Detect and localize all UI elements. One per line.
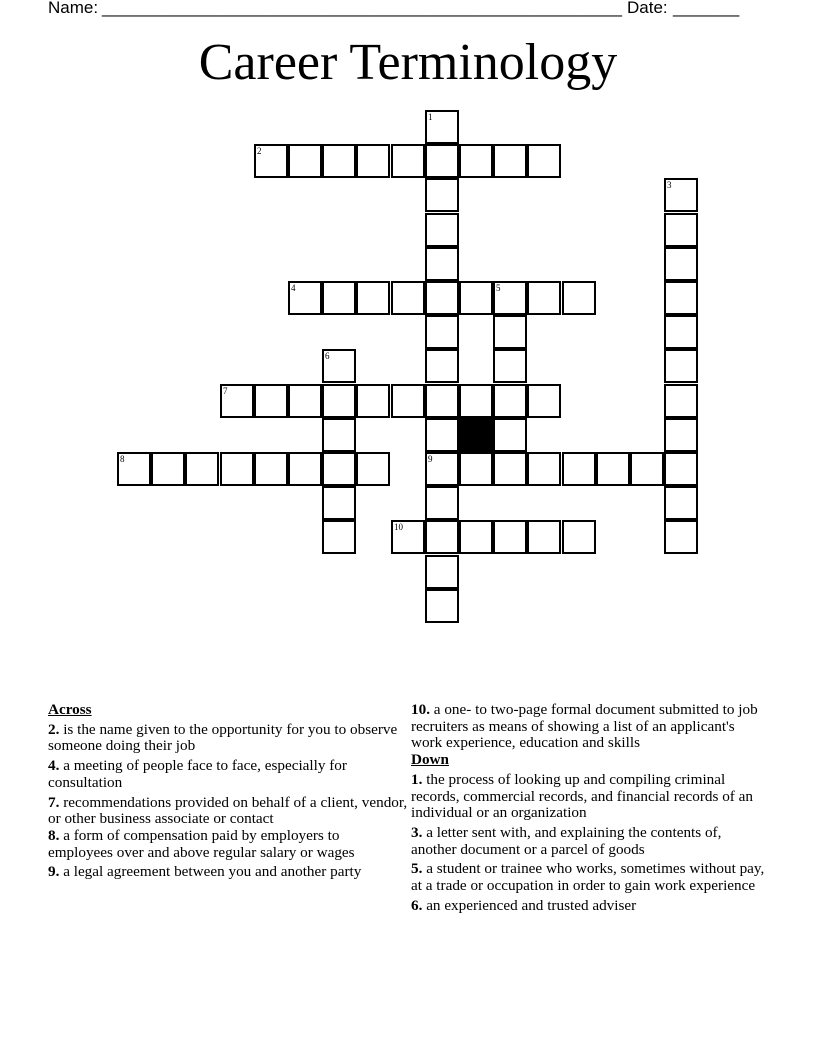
grid-cell[interactable] xyxy=(117,452,151,486)
grid-cell[interactable] xyxy=(664,418,698,452)
grid-cell[interactable] xyxy=(664,281,698,315)
grid-cell[interactable] xyxy=(322,520,356,554)
grid-cell[interactable] xyxy=(664,452,698,486)
date-label: Date: xyxy=(627,0,668,17)
clue-number: 5. xyxy=(411,860,423,878)
grid-cell[interactable] xyxy=(493,315,527,349)
grid-cell[interactable] xyxy=(425,418,459,452)
clue-across-9 xyxy=(48,864,408,881)
clue-number-label: 2 xyxy=(257,146,262,156)
grid-cell[interactable] xyxy=(151,452,185,486)
clue-across-8 xyxy=(48,828,408,861)
grid-cell[interactable] xyxy=(527,452,561,486)
grid-cell[interactable] xyxy=(459,520,493,554)
grid-cell[interactable] xyxy=(493,452,527,486)
grid-cell[interactable] xyxy=(356,281,390,315)
grid-cell[interactable] xyxy=(322,452,356,486)
grid-cell[interactable] xyxy=(220,384,254,418)
clue-number: 10. xyxy=(411,701,430,718)
grid-cell[interactable] xyxy=(254,452,288,486)
clue-number-label: 7 xyxy=(223,386,228,396)
grid-cell[interactable] xyxy=(356,384,390,418)
grid-cell[interactable] xyxy=(322,486,356,520)
grid-cell[interactable] xyxy=(562,281,596,315)
grid-cell[interactable] xyxy=(254,384,288,418)
down-heading: Down xyxy=(411,751,449,769)
grid-cell[interactable] xyxy=(322,349,356,383)
clue-number-label: 10 xyxy=(394,522,403,532)
grid-cell[interactable] xyxy=(527,281,561,315)
grid-cell[interactable] xyxy=(425,110,459,144)
grid-cell[interactable] xyxy=(527,384,561,418)
grid-cell[interactable] xyxy=(425,589,459,623)
grid-cell[interactable] xyxy=(356,452,390,486)
clue-number: 7. xyxy=(48,793,60,811)
grid-cell[interactable] xyxy=(356,144,390,178)
clue-number: 2. xyxy=(48,720,60,738)
grid-cell[interactable] xyxy=(425,555,459,589)
clue-across-7 xyxy=(48,795,408,828)
grid-cell[interactable] xyxy=(185,452,219,486)
grid-cell[interactable] xyxy=(425,144,459,178)
name-field[interactable]: _______________________________________________________ xyxy=(102,0,623,17)
across-heading: Across xyxy=(48,701,92,718)
grid-cell[interactable] xyxy=(562,452,596,486)
grid-cell[interactable] xyxy=(493,384,527,418)
clue-text: is the name given to the opportunity for you to observe someone doing their job xyxy=(48,720,398,755)
clue-text: the process of looking up and compiling criminal records, commercial records, and financial records of an individual or an organization xyxy=(411,770,753,822)
grid-cell[interactable] xyxy=(391,520,425,554)
clue-across-2 xyxy=(48,722,408,755)
clue-text: an experienced and trusted adviser xyxy=(426,896,637,914)
page-title: Career Terminology xyxy=(198,34,618,91)
grid-cell[interactable] xyxy=(322,384,356,418)
clue-text: a meeting of people face to face, especially for consultation xyxy=(48,757,347,791)
clue-text: a legal agreement between you and another party xyxy=(63,863,362,881)
clue-text: a form of compensation paid by employers to employees over and above regular salary or wages xyxy=(48,826,355,861)
clue-number: 6. xyxy=(411,896,423,914)
clue-number-label: 3 xyxy=(667,180,672,190)
clue-number-label: 8 xyxy=(120,454,125,464)
grid-cell[interactable] xyxy=(630,452,664,486)
grid-cell[interactable] xyxy=(562,520,596,554)
grid-cell[interactable] xyxy=(391,281,425,315)
grid-cell[interactable] xyxy=(664,486,698,520)
black-square xyxy=(459,418,493,452)
grid-cell[interactable] xyxy=(493,418,527,452)
clue-down-3 xyxy=(411,825,769,858)
grid-cell[interactable] xyxy=(493,281,527,315)
clue-down-5 xyxy=(411,861,769,894)
grid-cell[interactable] xyxy=(596,452,630,486)
clues-left-column xyxy=(48,702,408,884)
clue-number-label: 9 xyxy=(428,454,433,464)
grid-cell[interactable] xyxy=(459,452,493,486)
clue-text: a student or trainee who works, sometimes without pay, at a trade or occupation in order to gain work experience xyxy=(411,860,765,895)
grid-cell[interactable] xyxy=(664,315,698,349)
grid-cell[interactable] xyxy=(425,452,459,486)
grid-cell[interactable] xyxy=(664,349,698,383)
clue-number: 9. xyxy=(48,863,60,881)
clue-number: 8. xyxy=(48,826,60,844)
clue-number: 1. xyxy=(411,770,423,788)
grid-cell[interactable] xyxy=(288,384,322,418)
clue-text: a one- to two-page formal document submitted to job recruiters as means of showing a list of an applicant's work experience, education and skills xyxy=(411,701,758,752)
grid-cell[interactable] xyxy=(425,178,459,212)
grid-cell[interactable] xyxy=(322,281,356,315)
grid-cell[interactable] xyxy=(664,247,698,281)
grid-cell[interactable] xyxy=(664,520,698,554)
grid-cell[interactable] xyxy=(459,281,493,315)
grid-cell[interactable] xyxy=(288,452,322,486)
clue-number-label: 1 xyxy=(428,112,433,122)
grid-cell[interactable] xyxy=(425,247,459,281)
grid-cell[interactable] xyxy=(664,178,698,212)
clue-number-label: 5 xyxy=(496,283,501,293)
grid-cell[interactable] xyxy=(493,349,527,383)
grid-cell[interactable] xyxy=(391,144,425,178)
clue-number: 4. xyxy=(48,757,60,775)
clue-down-1 xyxy=(411,772,769,822)
clue-down-6 xyxy=(411,898,769,915)
grid-cell[interactable] xyxy=(425,520,459,554)
grid-cell[interactable] xyxy=(425,384,459,418)
clue-across-10 xyxy=(411,702,769,752)
grid-cell[interactable] xyxy=(425,349,459,383)
grid-cell[interactable] xyxy=(459,144,493,178)
grid-cell[interactable] xyxy=(425,486,459,520)
date-field[interactable]: _______ xyxy=(673,0,740,17)
clue-number-label: 4 xyxy=(291,283,296,293)
name-label: Name: xyxy=(48,0,99,17)
grid-cell[interactable] xyxy=(493,520,527,554)
grid-cell[interactable] xyxy=(459,384,493,418)
grid-cell[interactable] xyxy=(220,452,254,486)
grid-cell[interactable] xyxy=(493,144,527,178)
grid-cell[interactable] xyxy=(425,281,459,315)
grid-cell[interactable] xyxy=(664,384,698,418)
grid-cell[interactable] xyxy=(527,144,561,178)
grid-cell[interactable] xyxy=(425,315,459,349)
clue-number-label: 6 xyxy=(325,351,330,361)
grid-cell[interactable] xyxy=(664,213,698,247)
grid-cell[interactable] xyxy=(288,144,322,178)
grid-cell[interactable] xyxy=(527,520,561,554)
grid-cell[interactable] xyxy=(322,418,356,452)
grid-cell[interactable] xyxy=(391,384,425,418)
grid-cell[interactable] xyxy=(425,213,459,247)
grid-cell[interactable] xyxy=(288,281,322,315)
grid-cell[interactable] xyxy=(322,144,356,178)
clue-across-4 xyxy=(48,758,408,791)
clues-right-column xyxy=(411,702,769,917)
clue-text: recommendations provided on behalf of a client, vendor, or other business associate or contact xyxy=(48,793,408,828)
clue-text: a letter sent with, and explaining the contents of, another document or a parcel of goods xyxy=(411,823,722,858)
clue-number: 3. xyxy=(411,823,423,841)
grid-cell[interactable] xyxy=(254,144,288,178)
